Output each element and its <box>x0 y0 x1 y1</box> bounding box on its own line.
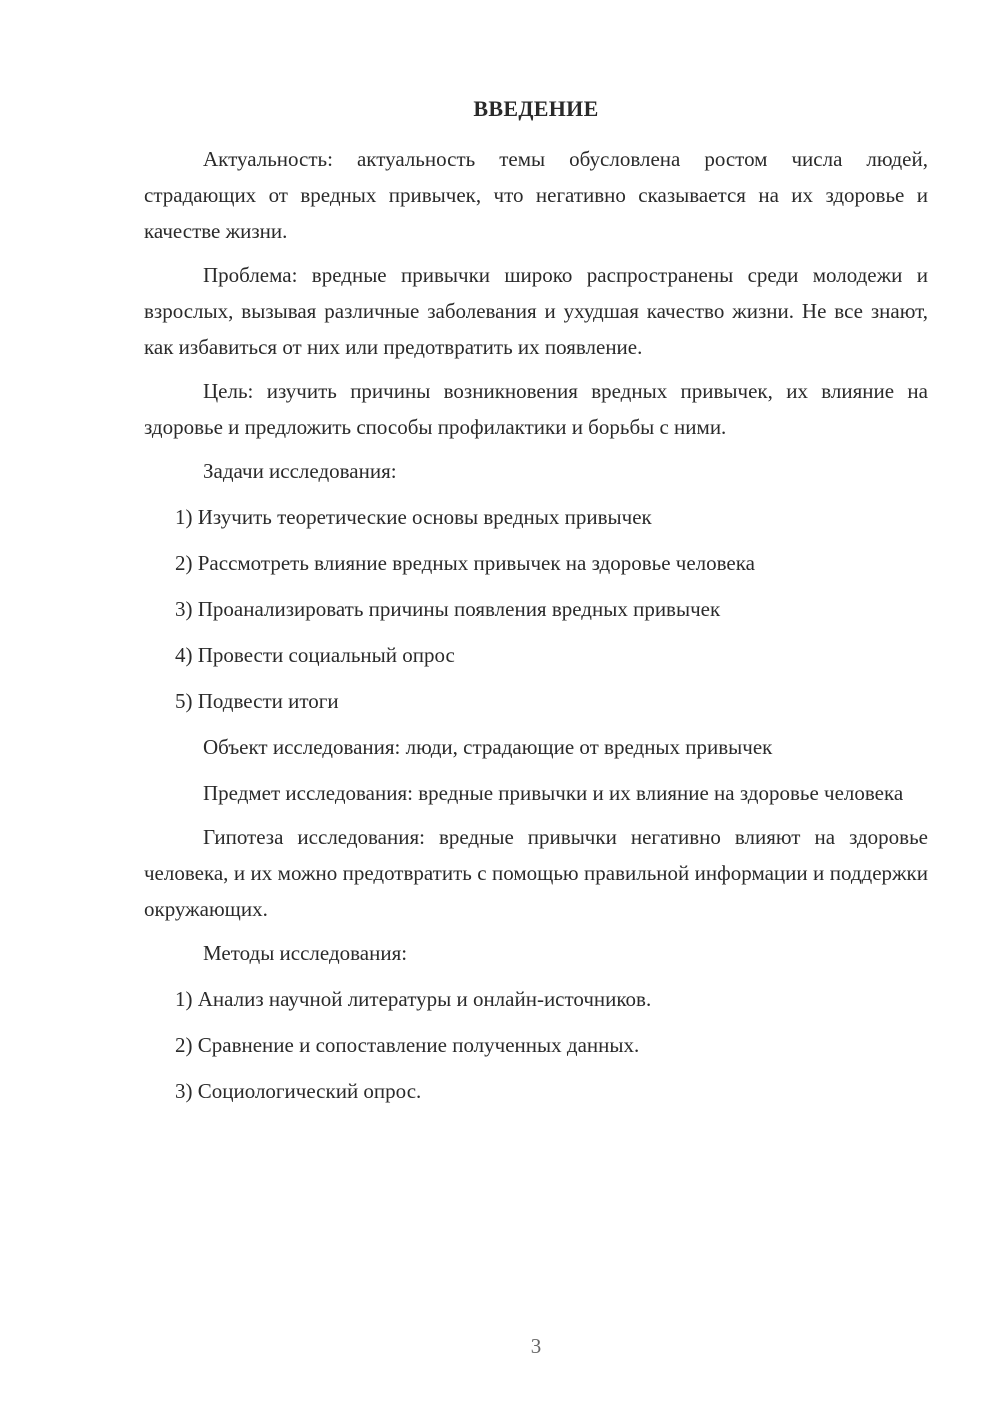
task-item-5: 5) Подвести итоги <box>175 689 339 713</box>
research-object: Объект исследования: люди, страдающие от вредных привычек <box>203 735 773 759</box>
research-hypothesis: Гипотеза исследования: вредные привычки негативно влияют на здоровье человека, и их можно предотвратить с помощью правильной информации и поддержки окружающих. <box>144 825 928 921</box>
method-item-2: 2) Сравнение и сопоставление полученных данных. <box>175 1033 640 1057</box>
task-item-3: 3) Проанализировать причины появления вредных привычек <box>175 597 721 621</box>
paragraph-problem: Проблема: вредные привычки широко распространены среди молодежи и взрослых, вызывая различные заболевания и ухудшая качество жизни. Не все знают, как избавиться от них или предотвратить их появление. <box>144 263 928 359</box>
research-subject: Предмет исследования: вредные привычки и их влияние на здоровье человека <box>203 781 904 805</box>
task-item-1: 1) Изучить теоретические основы вредных привычек <box>175 505 652 529</box>
method-item-1: 1) Анализ научной литературы и онлайн-источников. <box>175 987 652 1011</box>
document-body <box>144 141 928 1119</box>
task-item-4: 4) Провести социальный опрос <box>175 643 455 667</box>
methods-heading: Методы исследования: <box>203 941 408 965</box>
method-item-3: 3) Социологический опрос. <box>175 1079 422 1103</box>
task-item-2: 2) Рассмотреть влияние вредных привычек на здоровье человека <box>175 551 755 575</box>
tasks-heading: Задачи исследования: <box>203 459 397 483</box>
paragraph-goal: Цель: изучить причины возникновения вредных привычек, их влияние на здоровье и предложить способы профилактики и борьбы с ними. <box>144 379 928 439</box>
page-title: ВВЕДЕНИЕ <box>473 96 599 121</box>
page-number: 3 <box>530 1334 542 1358</box>
paragraph-relevance: Актуальность: актуальность темы обусловлена ростом числа людей, страдающих от вредных привычек, что негативно сказывается на их здоровье и качестве жизни. <box>144 147 928 243</box>
